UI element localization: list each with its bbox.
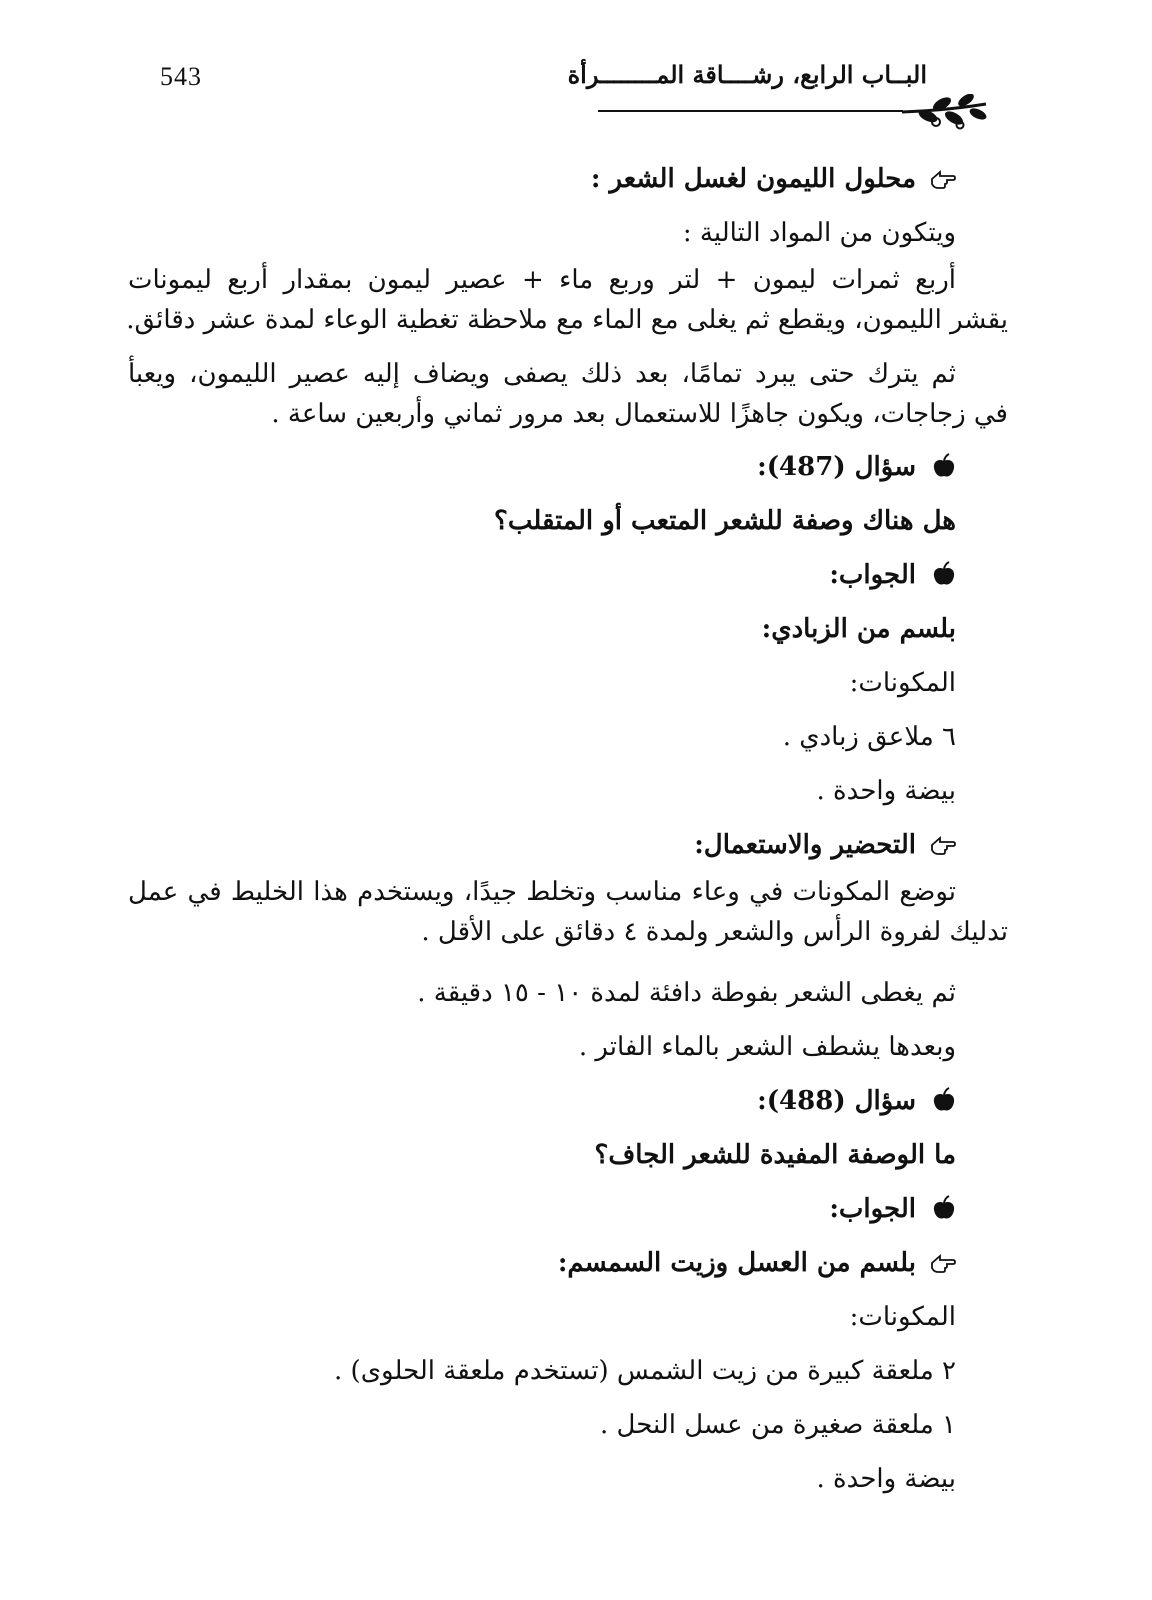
page-number: 543 [160,62,202,91]
apple-icon [926,1087,956,1113]
ingredient-item: ٦ ملاعق زبادي . [782,722,956,752]
section-heading-preparation: التحضير والاستعمال: [128,818,1008,872]
section-heading-lemon [128,152,1008,206]
header-rule [598,110,903,112]
heading-text: محلول الليمون لغسل الشعر : [590,164,916,194]
ingredient-item: بيضة واحدة . [816,776,956,806]
pointing-hand-icon [926,1251,956,1275]
paragraph-line: وبعدها يشطف الشعر بالماء الفاتر . [578,1032,956,1062]
ingredients-label: المكونات: [849,668,956,698]
recipe-title: بلسم من العسل وزيت السمسم: [128,1236,1008,1290]
paragraph-line: ثم يترك حتى يبرد تمامًا، بعد ذلك يصفى ويضاف إليه عصير الليمون، ويعبأ [128,359,956,389]
answer-label: الجواب: [128,548,1008,602]
paragraph-line: أربع ثمرات ليمون + لتر وربع ماء + عصير ليمون بمقدار أربع ليمونات [128,265,956,295]
question-text: ما الوصفة المفيدة للشعر الجاف؟ [594,1140,956,1170]
ingredient-item: ١ ملعقة صغيرة من عسل النحل . [599,1410,956,1440]
paragraph-line: توضع المكونات في وعاء مناسب وتخلط جيدًا، ويستخدم هذا الخليط في عمل [128,877,956,907]
paragraph-line: يقشر الليمون، ويقطع ثم يغلى مع الماء مع ملاحظة تغطية الوعاء لمدة عشر دقائق. [126,305,1008,335]
pointing-hand-icon [926,167,956,191]
ingredients-label: المكونات: [849,1302,956,1332]
paragraph-line: تدليك لفروة الرأس والشعر ولمدة ٤ دقائق على الأقل . [421,917,1008,947]
paragraph-line: ثم يغطى الشعر بفوطة دافئة لمدة ١٠ - ١٥ دقيقة . [417,978,956,1008]
question-text: هل هناك وصفة للشعر المتعب أو المتقلب؟ [494,506,956,536]
apple-icon [926,561,956,587]
answer-label: الجواب: [128,1182,1008,1236]
apple-icon [926,1195,956,1221]
olive-branch-ornament [898,94,990,130]
question-label: سؤال (487): [128,440,1008,494]
recipe-title: بلسم من الزبادي: [761,614,956,644]
page-body [128,152,1008,1506]
paragraph-line: ويتكون من المواد التالية : [682,218,956,248]
ingredient-item: بيضة واحدة . [816,1464,956,1494]
question-label: سؤال (488): [128,1074,1008,1128]
paragraph-line: في زجاجات، ويكون جاهزًا للاستعمال بعد مرور ثماني وأربعين ساعة . [271,399,1008,429]
pointing-hand-icon [926,833,956,857]
apple-icon [926,453,956,479]
ingredient-item: ٢ ملعقة كبيرة من زيت الشمس (تستخدم ملعقة الحلوى) . [334,1356,956,1386]
running-header: البــاب الرابع، رشــــاقة المــــــــرأة [567,60,927,89]
